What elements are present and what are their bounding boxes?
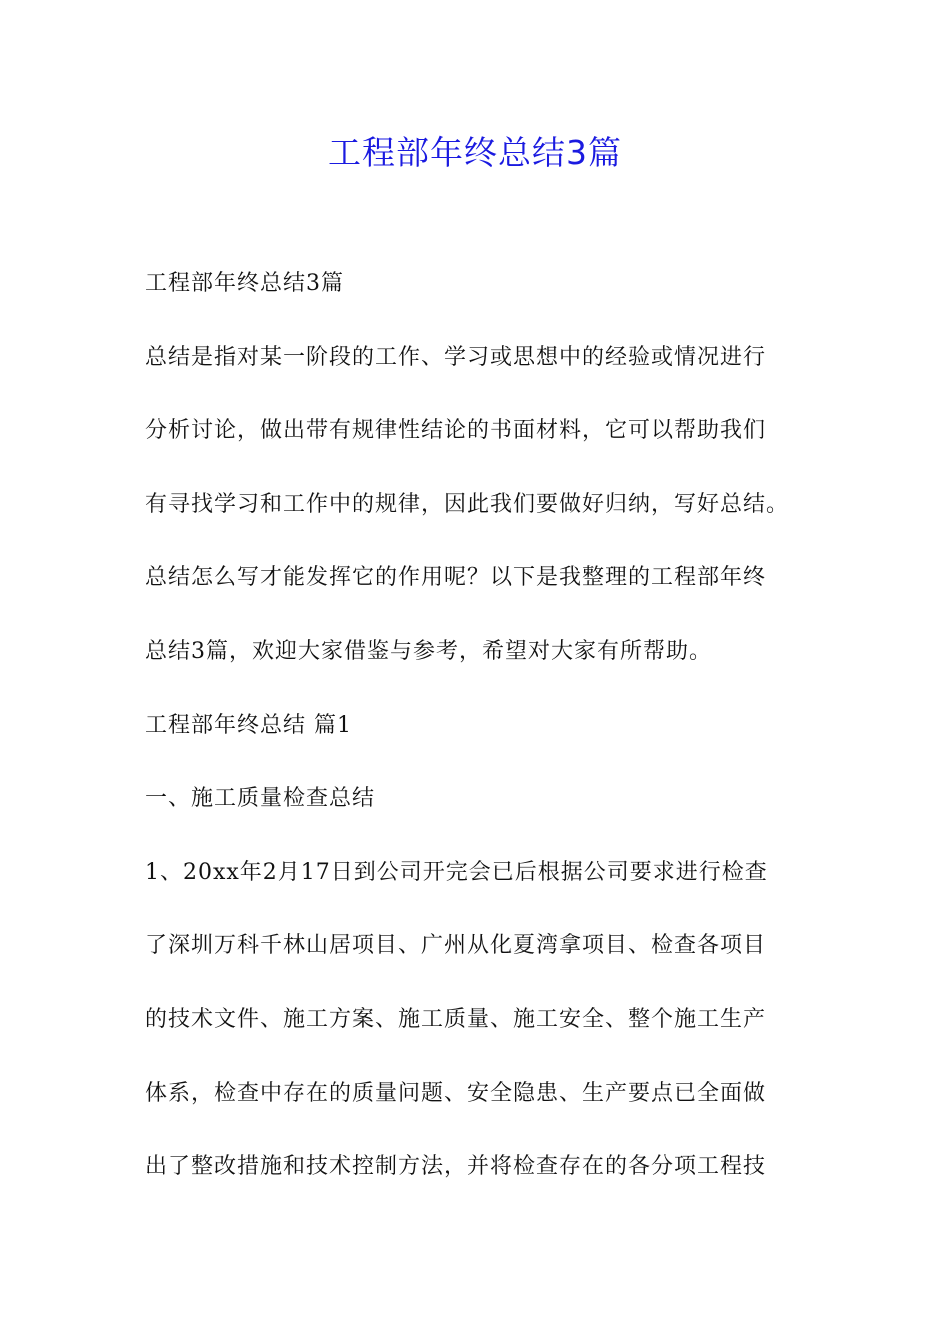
- paragraph-line: 的技术文件、施工方案、施工质量、施工安全、整个施工生产: [145, 1006, 767, 1032]
- paragraph-line: 分析讨论，做出带有规律性结论的书面材料，它可以帮助我们: [145, 418, 767, 444]
- paragraph-line: 有寻找学习和工作中的规律，因此我们要做好归纳，写好总结。: [145, 491, 790, 517]
- section-heading: 工程部年终总结 篇1: [145, 712, 352, 738]
- paragraph-line: 总结怎么写才能发挥它的作用呢？以下是我整理的工程部年终: [145, 565, 767, 591]
- paragraph-line: 1、20xx年2月17日到公司开完会已后根据公司要求进行检查: [145, 859, 768, 885]
- paragraph-line: 总结是指对某一阶段的工作、学习或思想中的经验或情况进行: [145, 344, 767, 370]
- paragraph-line: 体系，检查中存在的质量问题、安全隐患、生产要点已全面做: [145, 1080, 767, 1106]
- doc-subtitle: 工程部年终总结3篇: [145, 271, 344, 296]
- paragraph-line: 了深圳万科千林山居项目、广州从化夏湾拿项目、检查各项目: [145, 933, 767, 959]
- document-title: 工程部年终总结3篇: [328, 133, 622, 172]
- paragraph-line: 总结3篇，欢迎大家借鉴与参考，希望对大家有所帮助。: [145, 638, 712, 664]
- document-body: [145, 258, 825, 1215]
- paragraph-line: 出了整改措施和技术控制方法，并将检查存在的各分项工程技: [145, 1154, 767, 1180]
- subsection-heading: 一、施工质量检查总结: [145, 786, 376, 812]
